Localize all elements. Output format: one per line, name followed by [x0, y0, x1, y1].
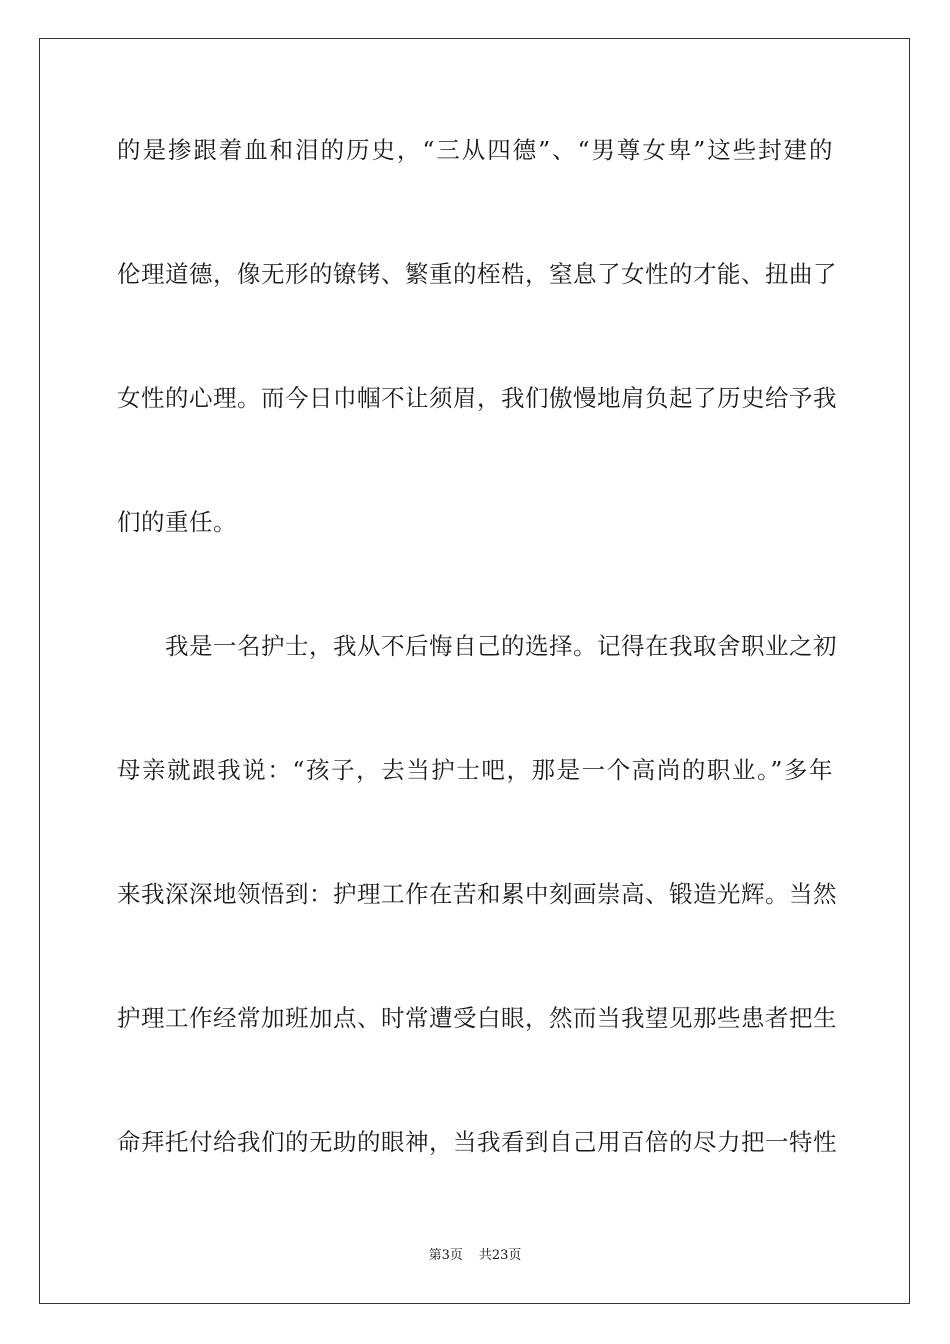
- text-line: 我是一名护士，我从不后悔自己的选择。记得在我取舍职业之初: [165, 632, 837, 660]
- text-line: 护理工作经常加班加点、时常遭受白眼，然而当我望见那些患者把生: [117, 1004, 837, 1032]
- text-line: 母亲就跟我说：“孩子，去当护士吧，那是一个高尚的职业。”多年: [117, 756, 833, 784]
- text-line: 命拜托付给我们的无助的眼神，当我看到自己用百倍的尽力把一特性: [117, 1128, 837, 1156]
- text-line: 伦理道德，像无形的镣铐、繁重的桎梏，窒息了女性的才能、扭曲了: [117, 260, 837, 288]
- text-line: 女性的心理。而今日巾帼不让须眉，我们傲慢地肩负起了历史给予我: [117, 384, 837, 412]
- page-border: [39, 38, 910, 1304]
- page-number: 第3页: [428, 1248, 463, 1263]
- page-footer: [0, 1247, 950, 1265]
- text-line: 来我深深地领悟到：护理工作在苦和累中刻画崇高、锻造光辉。当然: [117, 880, 837, 908]
- page-total: 共23页: [478, 1248, 522, 1263]
- text-line: 们的重任。: [117, 508, 237, 536]
- text-line: 的是掺跟着血和泪的历史，“三从四德”、“男尊女卑”这些封建的: [117, 136, 833, 164]
